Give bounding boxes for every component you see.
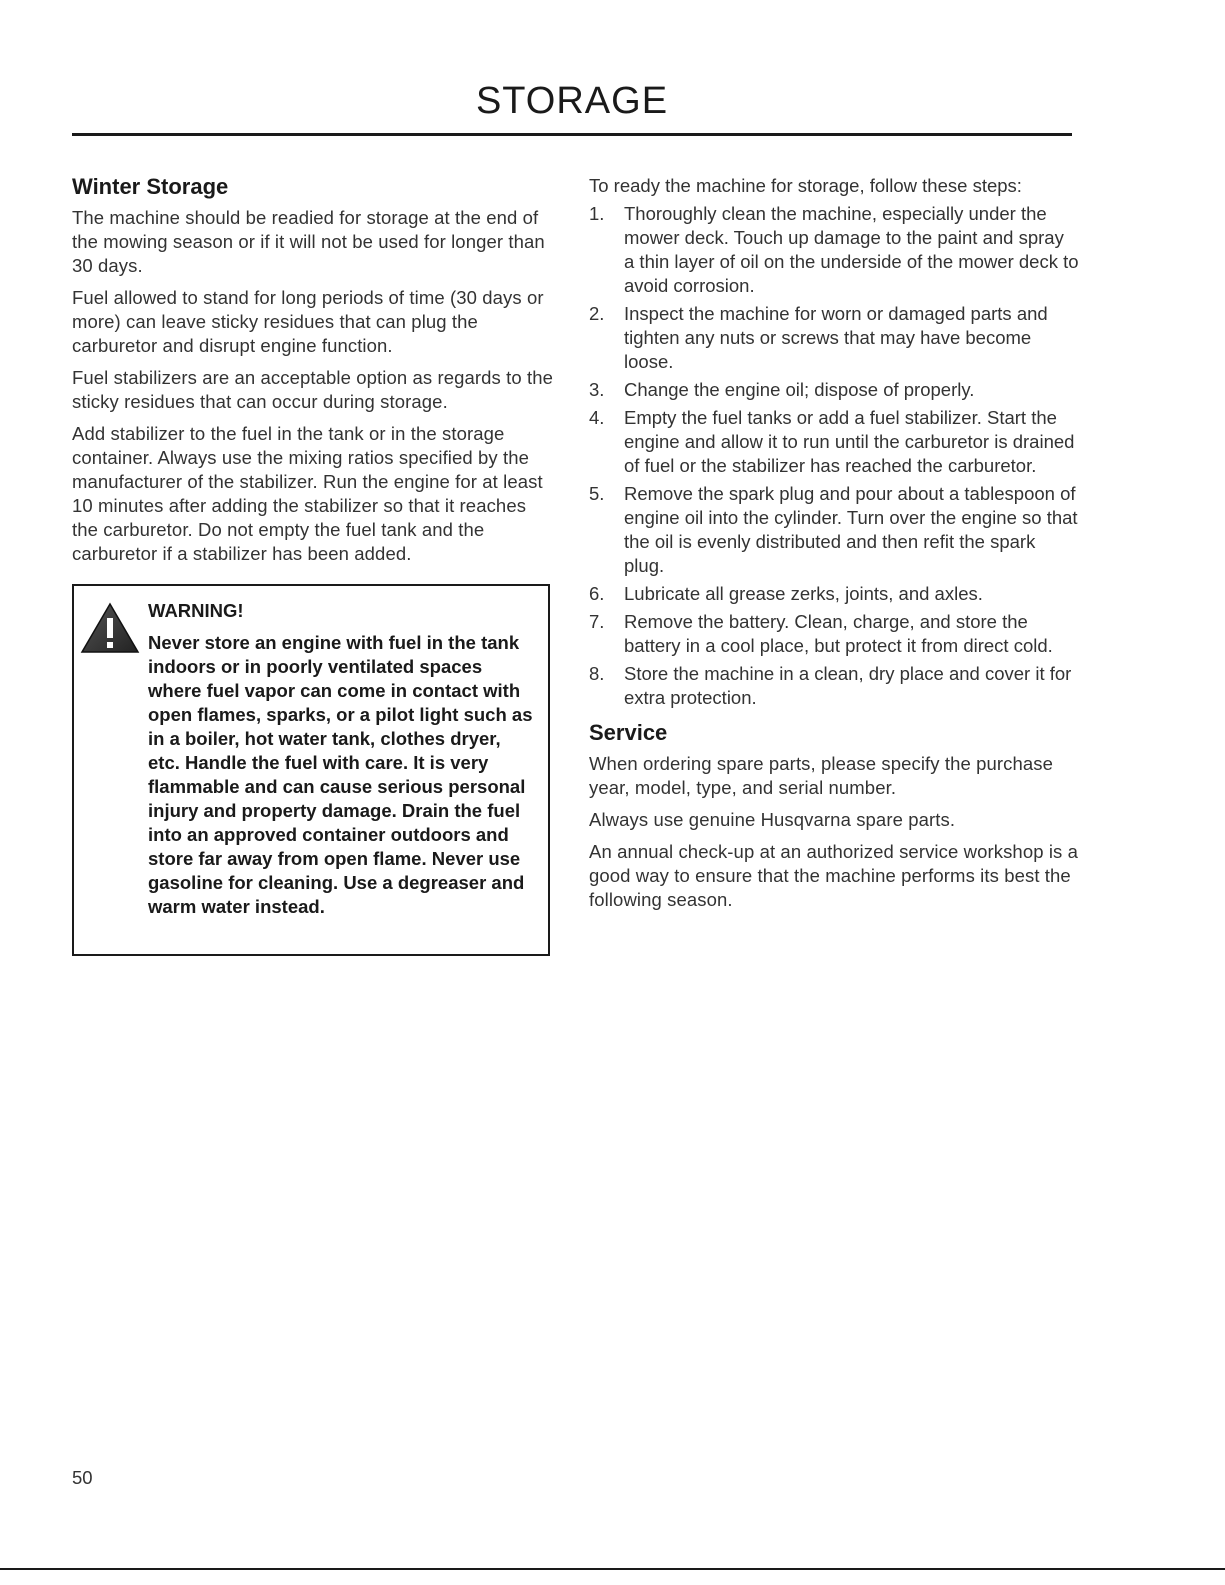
- page-title: STORAGE: [475, 80, 669, 122]
- list-item: [589, 662, 1079, 710]
- step-number: 6.: [589, 583, 605, 604]
- step-text: Store the machine in a clean, dry place and cover it for extra protection.: [624, 663, 1072, 708]
- winter-storage-paragraph-1: The machine should be readied for storage at the end of the mowing season or if it will not be used for longer than 30 days.: [72, 207, 545, 277]
- service-heading: Service: [589, 720, 668, 745]
- left-column: [72, 174, 557, 956]
- warning-triangle-icon: [80, 602, 140, 654]
- warning-text: Never store an engine with fuel in the tank indoors or in poorly ventilated spaces where fuel vapor can come in contact with open flames, sparks, or a pilot light such as in a boiler, hot water tank, clothes dryer, etc. Handle the fuel with care. It is very flammable and can cause serious personal injury and property damage. Drain the fuel into an approved container outdoors and store far away from open flame. Never use gasoline for cleaning. Use a degreaser and warm water instead.: [148, 632, 533, 918]
- step-number: 8.: [589, 663, 605, 684]
- warning-box: [72, 584, 550, 956]
- step-text: Thoroughly clean the machine, especially under the mower deck. Touch up damage to the paint and spray a thin layer of oil on the underside of the mower deck to avoid corrosion.: [624, 203, 1079, 296]
- winter-storage-paragraph-4: Add stabilizer to the fuel in the tank or in the storage container. Always use the mixing ratios specified by the manufacturer of the stabilizer. Run the engine for at least 10 minutes after adding the stabilizer so that it reaches the carburetor. Do not empty the fuel tank and the carburetor if a stabilizer has been added.: [72, 423, 543, 565]
- step-text: Empty the fuel tanks or add a fuel stabilizer. Start the engine and allow it to run until the carburetor is drained of fuel or the stabilizer has reached the carburetor.: [624, 407, 1075, 476]
- page-number: 50: [72, 1467, 93, 1488]
- list-item: [589, 302, 1079, 374]
- step-number: 7.: [589, 611, 605, 632]
- service-paragraph-3: An annual check-up at an authorized service workshop is a good way to ensure that the machine performs its best the following season.: [589, 841, 1079, 911]
- step-number: 2.: [589, 303, 605, 324]
- list-item: [589, 406, 1079, 478]
- step-text: Inspect the machine for worn or damaged parts and tighten any nuts or screws that may have become loose.: [624, 303, 1048, 372]
- winter-storage-paragraph-2: Fuel allowed to stand for long periods of time (30 days or more) can leave sticky residues that can plug the carburetor and disrupt engine function.: [72, 287, 544, 357]
- right-column: [589, 174, 1079, 920]
- storage-steps-list: [589, 202, 1079, 710]
- warning-title: WARNING!: [148, 600, 244, 622]
- step-text: Lubricate all grease zerks, joints, and axles.: [624, 583, 983, 604]
- service-paragraph-1: When ordering spare parts, please specify the purchase year, model, type, and serial number.: [589, 753, 1054, 799]
- list-item: [589, 482, 1079, 578]
- step-number: 4.: [589, 407, 605, 428]
- list-item: [589, 202, 1079, 298]
- steps-intro: To ready the machine for storage, follow these steps:: [589, 175, 1022, 196]
- step-text: Remove the battery. Clean, charge, and store the battery in a cool place, but protect it from direct cold.: [624, 611, 1053, 656]
- winter-storage-paragraph-3: Fuel stabilizers are an acceptable option as regards to the sticky residues that can occur during storage.: [72, 367, 554, 413]
- list-item: [589, 378, 1079, 402]
- winter-storage-heading: Winter Storage: [72, 174, 229, 199]
- bottom-rule: [0, 1568, 1225, 1570]
- step-number: 5.: [589, 483, 605, 504]
- step-number: 1.: [589, 203, 605, 224]
- list-item: [589, 610, 1079, 658]
- header-rule: [72, 133, 1072, 136]
- service-paragraph-2: Always use genuine Husqvarna spare parts.: [589, 809, 956, 831]
- step-text: Change the engine oil; dispose of properly.: [624, 379, 975, 400]
- list-item: [589, 582, 1079, 606]
- step-number: 3.: [589, 379, 605, 400]
- step-text: Remove the spark plug and pour about a tablespoon of engine oil into the cylinder. Turn over the engine so that the oil is evenly distributed and then refit the spark plug.: [624, 483, 1078, 576]
